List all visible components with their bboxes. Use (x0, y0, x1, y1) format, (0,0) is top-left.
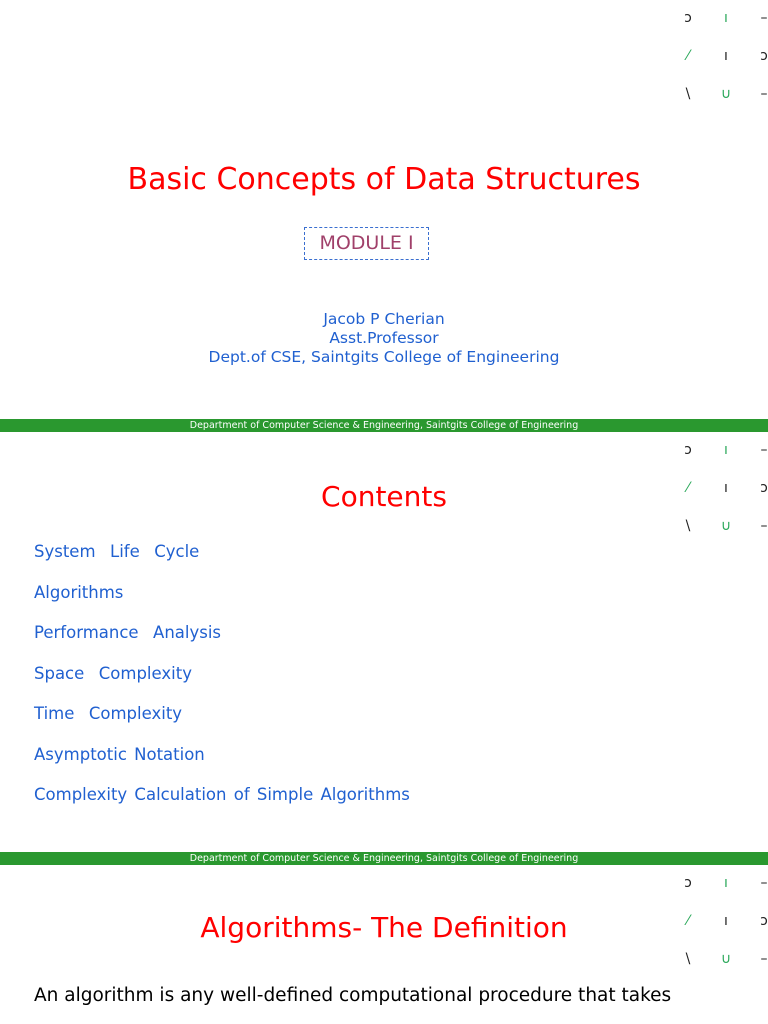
author-name: Jacob P Cherian (323, 310, 445, 328)
nav-next-frame-icon[interactable]: – (760, 10, 768, 26)
contents-link[interactable]: System Life Cycle (34, 542, 200, 561)
contents-link[interactable]: Asymptotic Notation (34, 744, 205, 764)
nav-prev-frame-icon[interactable]: ɔ (684, 875, 692, 891)
contents-link[interactable]: Algorithms (34, 582, 124, 602)
definition-text: An algorithm is any well-defined computational procedure that takes (34, 985, 672, 1006)
nav-prev-frame-icon[interactable]: ɔ (684, 442, 692, 458)
nav-frame-icon[interactable]: ı (724, 875, 728, 891)
nav-section-icon[interactable]: ı (724, 480, 728, 496)
nav-prev-section-icon[interactable]: ⁄ (686, 913, 690, 929)
contents-link[interactable]: Time Complexity (34, 704, 183, 723)
nav-next-frame-icon[interactable]: – (760, 875, 768, 891)
author-designation: Asst.Professor (329, 329, 439, 347)
slide-heading: Algorithms- The Definition (200, 911, 568, 944)
contents-list (34, 538, 410, 822)
nav-forward-icon[interactable]: – (760, 518, 768, 534)
nav-next-frame-icon[interactable]: – (760, 442, 768, 458)
nav-next-section-icon[interactable]: ɔ (760, 480, 768, 496)
author-block (0, 310, 768, 367)
contents-link[interactable]: Complexity Calculation of Simple Algorithms (34, 785, 410, 804)
nav-prev-frame-icon[interactable]: ɔ (684, 10, 692, 26)
slide-heading: Contents (321, 480, 447, 513)
slide-contents (0, 432, 768, 852)
nav-section-icon[interactable]: ı (724, 913, 728, 929)
nav-frame-icon[interactable]: ı (724, 10, 728, 26)
nav-back-icon[interactable]: \ (685, 951, 691, 967)
nav-search-icon[interactable]: ∪ (720, 951, 732, 967)
slide-algorithm-definition (0, 865, 768, 1024)
nav-back-icon[interactable]: \ (685, 86, 691, 102)
nav-back-icon[interactable]: \ (685, 518, 691, 534)
nav-next-section-icon[interactable]: ɔ (760, 48, 768, 64)
nav-prev-section-icon[interactable]: ⁄ (686, 480, 690, 496)
presentation-title: Basic Concepts of Data Structures (127, 162, 641, 197)
navigation-symbols (648, 8, 768, 108)
contents-link[interactable]: Space Complexity (34, 663, 192, 683)
slide-title-page (0, 0, 768, 419)
nav-prev-section-icon[interactable]: ⁄ (686, 48, 690, 64)
slide-footer: Department of Computer Science & Engineering, Saintgits College of Engineering (0, 419, 768, 432)
nav-section-icon[interactable]: ı (724, 48, 728, 64)
nav-next-section-icon[interactable]: ɔ (760, 913, 768, 929)
nav-search-icon[interactable]: ∪ (720, 86, 732, 102)
contents-link[interactable]: Performance Analysis (34, 623, 222, 642)
slide-footer: Department of Computer Science & Engineering, Saintgits College of Engineering (0, 852, 768, 865)
nav-search-icon[interactable]: ∪ (720, 518, 732, 534)
nav-forward-icon[interactable]: – (760, 951, 768, 967)
module-label[interactable]: MODULE I (304, 227, 429, 260)
nav-forward-icon[interactable]: – (760, 86, 768, 102)
author-department: Dept.of CSE, Saintgits College of Engineering (208, 348, 560, 366)
nav-frame-icon[interactable]: ı (724, 442, 728, 458)
